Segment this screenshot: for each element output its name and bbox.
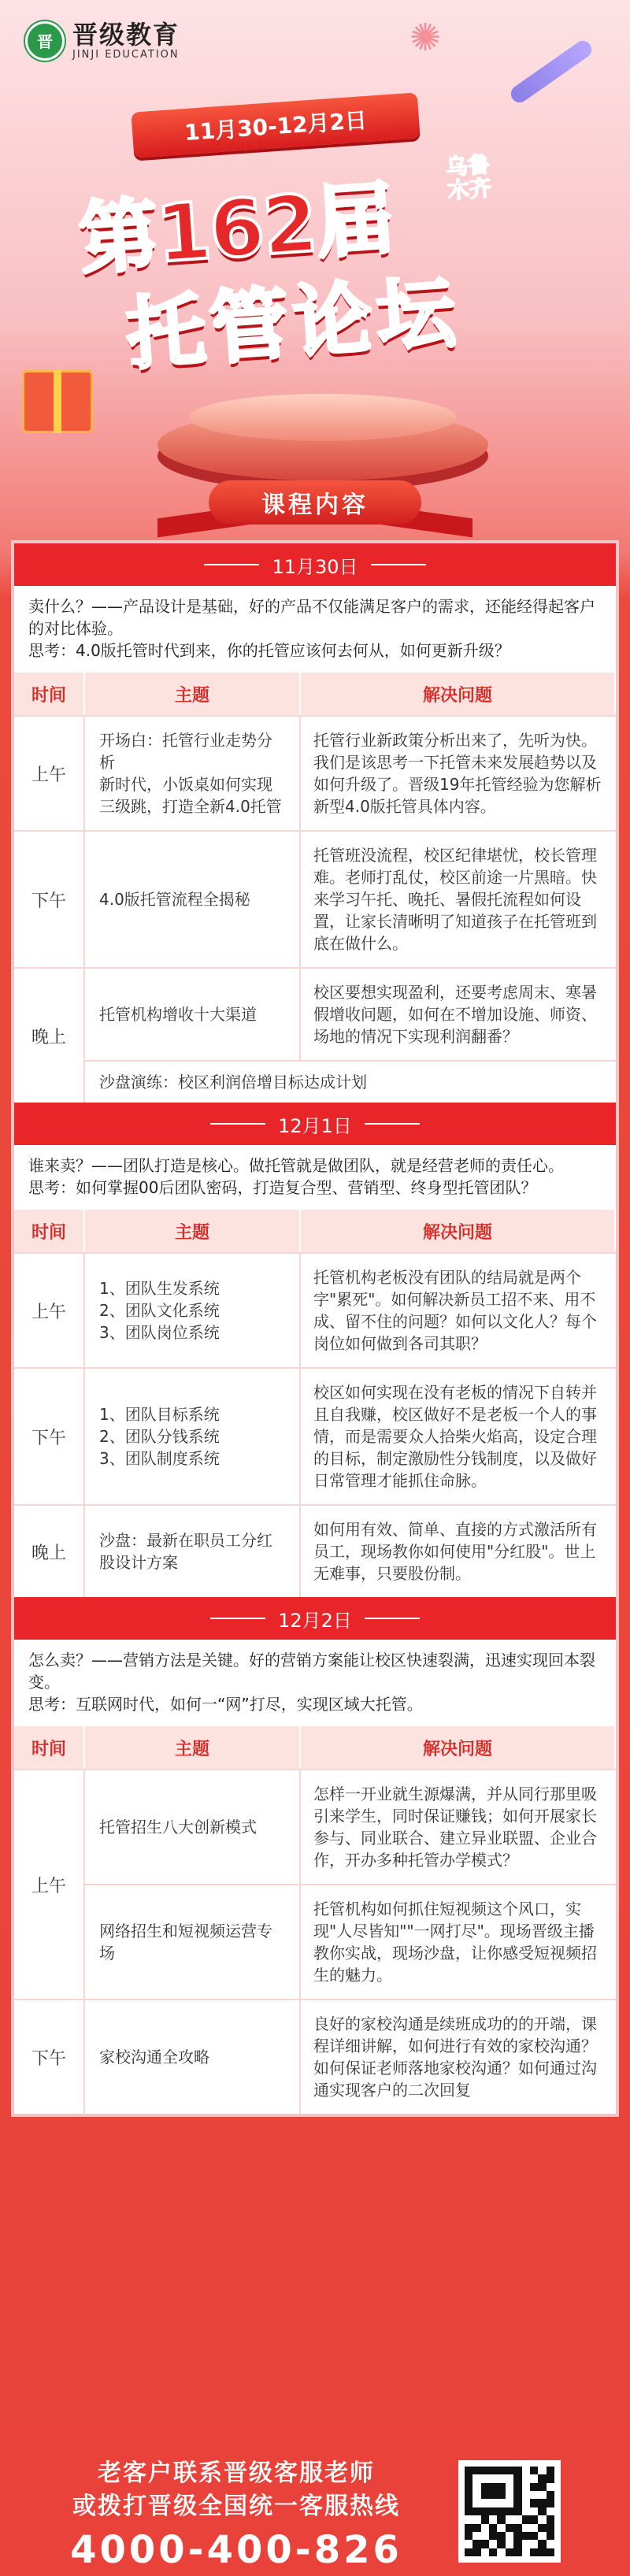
table-row: [85, 832, 616, 967]
edition-title: 第162届: [76, 172, 396, 286]
day-section: [14, 543, 616, 1103]
day-intro-what: 卖什么？——产品设计是基础，好的产品不仅能满足客户的需求，还能经得起客户的对比体验。: [28, 597, 595, 638]
time-slot: [14, 1252, 616, 1367]
table-header: [14, 1726, 616, 1769]
time-slot: [14, 967, 616, 1103]
row-issue: 托管机构如何抓住短视频这个风口，实现"人尽皆知""一网打尽"。现场晋级主播教你实战，现场沙盘，让你感受短视频招生的魅力。: [313, 1900, 597, 1985]
header-issue: 解决问题: [301, 673, 616, 715]
time-slot: [14, 1367, 616, 1504]
stage-top-decoration: [189, 394, 457, 441]
time-slot: [14, 1769, 616, 1999]
day-header: [14, 1597, 616, 1640]
day-intro-what: 怎么卖？——营销方法是关键。好的营销方案能让校区快速裂满，迅速实现回本裂变。: [28, 1651, 595, 1692]
row-issue: 怎样一开业就生源爆满，并从同行那里吸引来学生，同时保证赚钱；如何开展家长参与、同业联合、建立异业联盟、企业合作，开办多种托管办学模式？: [313, 1785, 597, 1870]
section-title: 课程内容: [209, 480, 421, 524]
qr-code-icon[interactable]: [458, 2460, 561, 2563]
row-topic: 开场白：托管行业走势分析 新时代，小饭桌如何实现三级跳，打造全新4.0托管: [85, 717, 301, 830]
table-header: [14, 673, 616, 715]
hero: [0, 0, 630, 567]
day-section: [14, 1597, 616, 2114]
row-extra-topic: 沙盘演练：校区利润倍增目标达成计划: [99, 1073, 367, 1092]
slot-time: 下午: [14, 2000, 85, 2114]
footer-line-1: 老客户联系晋级客服老师: [98, 2459, 375, 2487]
day-header: [14, 543, 616, 586]
row-topic: 沙盘：最新在职员工分红股设计方案: [85, 1506, 301, 1597]
table-row: [85, 969, 616, 1062]
row-issue: 校区要想实现盈利，还要考虑周末、寒暑假增收问题，如何在不增加设施、师资、场地的情况下实现利润翻番？: [313, 983, 597, 1046]
table-row: [85, 2000, 616, 2114]
gift-box-icon: [22, 370, 93, 433]
header-topic: 主题: [85, 673, 301, 715]
row-topic: 托管招生八大创新模式: [85, 1770, 301, 1884]
slot-time: 上午: [14, 1254, 85, 1367]
day-intro: [14, 1145, 616, 1210]
date-range-badge: 11月30-12月2日: [131, 92, 420, 158]
schedule-card: [11, 540, 619, 2117]
day-date: 12月2日: [278, 1609, 352, 1632]
table-row: [85, 1885, 616, 1999]
footer: [0, 2441, 630, 2576]
header-time: 时间: [14, 1726, 85, 1769]
pen-icon: [508, 38, 595, 106]
table-row: [85, 1770, 616, 1885]
logo-name-cn: 晋级教育: [72, 20, 180, 50]
slot-time: 下午: [14, 832, 85, 967]
table-row: [85, 1254, 616, 1367]
time-slot: [14, 830, 616, 967]
row-issue: 校区如何实现在没有老板的情况下自转并且自我赚，校区做好不是老板一个人的事情，而是需要众人拾柴火焰高，设定合理的目标，制定激励性分钱制度，以及做好日常管理才能抓住命脉。: [313, 1383, 597, 1490]
day-intro-think: 思考：互联网时代，如何一“网”打尽，实现区域大托管。: [28, 1695, 423, 1714]
header-issue: 解决问题: [301, 1726, 616, 1769]
time-slot: [14, 1999, 616, 2114]
row-issue: 如何用有效、简单、直接的方式激活所有员工，现场教你如何使用"分红股"。世上无难事，只要股份制。: [313, 1520, 597, 1583]
row-issue: 托管机构老板没有团队的结局就是两个字"累死"。如何解决新员工招不来、用不成、留不住的问题？如何以文化人？每个岗位如何做到各司其职？: [313, 1268, 597, 1353]
city-label: 乌鲁木齐: [444, 151, 493, 204]
slot-time: 晚上: [14, 969, 85, 1103]
time-slot: [14, 715, 616, 830]
row-topic: 4.0版托管流程全揭秘: [85, 832, 301, 967]
header-time: 时间: [14, 673, 85, 715]
slot-time: 晚上: [14, 1506, 85, 1597]
hotline-number[interactable]: 4000-400-826: [70, 2528, 402, 2572]
header-topic: 主题: [85, 1726, 301, 1769]
slot-time: 下午: [14, 1369, 85, 1504]
day-date: 12月1日: [278, 1114, 352, 1137]
row-issue: 托管行业新政策分析出来了，先听为快。我们是该思考一下托管未来发展趋势以及如何升级了。晋级19年托管经验为您解析新型4.0版托管具体内容。: [313, 731, 602, 816]
day-intro: [14, 1640, 616, 1726]
footer-line-2: 或拨打晋级全国统一客服热线: [72, 2493, 400, 2520]
table-row: [85, 1369, 616, 1504]
day-intro-think: 思考：如何掌握00后团队密码，打造复合型、营销型、终身型托管团队？: [28, 1178, 537, 1197]
table-row: [85, 1506, 616, 1597]
header-time: 时间: [14, 1210, 85, 1252]
slot-time: 上午: [14, 1770, 85, 1999]
table-row: [85, 717, 616, 830]
firework-icon: ✺: [410, 16, 442, 60]
header-topic: 主题: [85, 1210, 301, 1252]
header-issue: 解决问题: [301, 1210, 616, 1252]
row-topic: 1、团队目标系统 2、团队分钱系统 3、团队制度系统: [85, 1369, 301, 1504]
day-intro-what: 谁来卖？——团队打造是核心。做托管就是做团队，就是经营老师的责任心。: [28, 1156, 564, 1175]
time-slot: [14, 1504, 616, 1597]
row-topic: 网络招生和短视频运营专场: [85, 1885, 301, 1999]
logo: [25, 20, 180, 61]
row-issue: 良好的家校沟通是续班成功的的开端，课程详细讲解，如何进行有效的家校沟通？如何保证老师落地家校沟通？如何通过沟通实现客户的二次回复: [313, 2014, 597, 2100]
logo-name-en: JINJI EDUCATION: [72, 49, 180, 61]
day-section: [14, 1103, 616, 1597]
row-topic: 1、团队生发系统 2、团队文化系统 3、团队岗位系统: [85, 1254, 301, 1367]
slot-time: 上午: [14, 717, 85, 830]
logo-icon: 晋: [25, 21, 65, 61]
day-intro-think: 思考：4.0版托管时代到来，你的托管应该何去何从，如何更新升级？: [28, 641, 510, 660]
table-header: [14, 1210, 616, 1252]
day-intro: [14, 586, 616, 673]
row-issue: 托管班没流程，校区纪律堪忧，校长管理难。老师打乱仗，校区前途一片黑暗。快来学习午托、晚托、暑假托流程如何设置，让家长清晰明了知道孩子在托管班到底在做什么。: [313, 846, 597, 953]
row-topic: 托管机构增收十大渠道: [85, 969, 301, 1060]
table-row-extra: [85, 1062, 616, 1103]
forum-title: 托管论坛: [124, 265, 464, 381]
row-topic: 家校沟通全攻略: [85, 2000, 301, 2114]
day-date: 11月30日: [272, 555, 358, 578]
day-header: [14, 1103, 616, 1145]
